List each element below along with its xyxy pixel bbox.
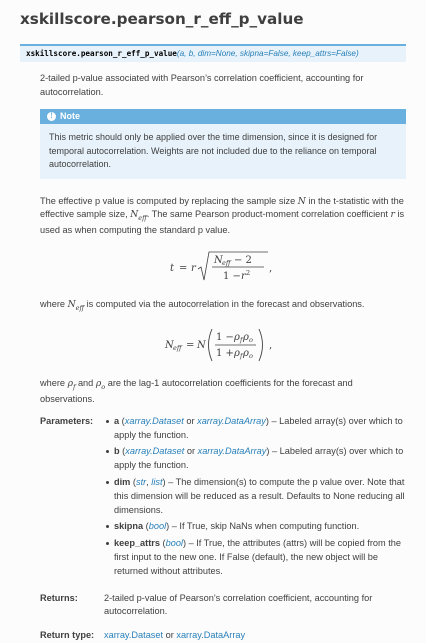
math-N: N [297, 195, 306, 207]
param-desc: – Labeled array(s) over which to apply the function. [114, 415, 403, 440]
type-link[interactable]: bool [148, 521, 167, 532]
text-fragment: are the lag-1 autocorrelation coefficients for the forecast and observations. [40, 378, 353, 405]
svg-text:ρ: ρ [234, 348, 240, 360]
function-body [40, 72, 406, 643]
paragraph-neff-computed [40, 298, 406, 314]
punct: ( [119, 415, 125, 426]
paragraph-rho-definition [40, 377, 406, 406]
punct: ( [159, 538, 166, 549]
parameters-label: Parameters: [40, 415, 94, 426]
svg-text:=: = [186, 340, 195, 352]
text-fragment: . The same Pearson product-moment correlation coefficient [146, 209, 391, 220]
punct: or [163, 630, 177, 641]
text-fragment: in the t-statistic with the effective sample size, [40, 195, 404, 220]
svg-text:− 2: − 2 [234, 254, 252, 266]
param-desc: – Labeled array(s) over which to apply the function. [114, 446, 404, 471]
parameters-body [104, 415, 406, 582]
math-subscript: f [72, 383, 76, 392]
spacer [40, 582, 406, 592]
function-description: 2-tailed p-value associated with Pearson’s correlation coefficient, accounting for autocorrelation. [40, 73, 364, 97]
punct: , [146, 477, 152, 487]
type-link[interactable]: xarray.DataArray [176, 630, 246, 641]
type-link[interactable]: xarray.Dataset [104, 630, 164, 641]
svg-text:2: 2 [246, 268, 251, 277]
parameter-list [104, 415, 406, 579]
punct: ) [265, 415, 269, 426]
param-name: dim [114, 477, 131, 487]
param-dim [104, 476, 406, 517]
svg-text:N: N [214, 254, 223, 266]
punct: ) [166, 521, 170, 532]
math-N-eff [130, 209, 147, 223]
text-fragment: is computed via the autocorrelation in the forecast and observations. [84, 298, 365, 309]
svg-text:ρ: ρ [243, 348, 249, 360]
svg-text:1 −: 1 − [223, 270, 241, 282]
svg-text:o: o [249, 352, 253, 361]
return-type-body [104, 629, 406, 643]
punct: ) [162, 477, 166, 487]
param-desc: – If True, skip NaNs when computing function. [169, 521, 360, 532]
returns-body: 2-tailed p-value of Pearson’s correlation coefficient, accounting for autocorrelation. [104, 592, 373, 617]
punct: ( [119, 446, 126, 457]
math-symbol: N [130, 209, 139, 221]
math-r: r [390, 209, 395, 221]
paragraph-effective-p [40, 195, 406, 238]
svg-text:eff: eff [173, 344, 182, 353]
math-N-eff [68, 299, 85, 310]
svg-text:ρ: ρ [243, 332, 249, 344]
field-list [40, 415, 406, 643]
type-link[interactable]: xarray.Dataset [124, 415, 184, 426]
svg-text:,: , [269, 262, 273, 274]
signature-params: a, b, dim=None, skipna=False, keep_attrs=False [179, 48, 356, 58]
note-title [40, 109, 406, 125]
param-keep-attrs [104, 537, 406, 578]
punct: ) [182, 538, 187, 549]
type-link[interactable]: xarray.DataArray [197, 415, 266, 426]
svg-text:,: , [269, 340, 273, 352]
math-symbol: ρ [95, 378, 102, 390]
param-desc: – The dimension(s) to compute the p value over. Note that this dimension will be reduced as a result. Defaults to None reducing all dimensions. [114, 477, 405, 515]
punct: ( [130, 477, 136, 487]
punct: ) [266, 446, 270, 457]
n-eff-formula [163, 325, 283, 365]
type-link[interactable]: list [151, 477, 163, 487]
svg-text:=: = [179, 262, 188, 274]
return-type-label: Return type: [40, 630, 95, 641]
type-link[interactable]: bool [165, 538, 183, 549]
math-symbol: ρ [67, 378, 73, 390]
param-b [104, 445, 406, 473]
text-fragment: is used as when computing the standard p value. [40, 209, 405, 236]
text-fragment: where [40, 378, 68, 389]
text-fragment: where [40, 298, 68, 309]
svg-text:t: t [170, 262, 175, 274]
text-fragment: The effective p value is computed by replacing the sample size [40, 195, 298, 206]
param-desc: – If True, the attributes (attrs) will be copied from the first input to the new one. If False (default), the new object will be returned without attributes. [114, 538, 402, 576]
param-name: skipna [114, 521, 144, 532]
math-subscript: o [101, 383, 106, 392]
note-body: This metric should only be applied over the time dimension, since it is designed for temporal autocorrelation. Weights are not included due to the reliance on temporal autocorrelation. [49, 132, 378, 170]
equation-n-eff [40, 325, 406, 365]
svg-text:ρ: ρ [234, 332, 240, 344]
svg-text:o: o [249, 336, 253, 345]
math-subscript: eff [138, 214, 147, 223]
returns-label: Returns: [40, 592, 78, 603]
param-a [104, 415, 406, 443]
t-statistic-formula [168, 250, 278, 286]
param-skipna [104, 520, 406, 534]
function-signature [20, 44, 406, 62]
svg-text:1 +: 1 + [216, 348, 234, 360]
signature-open: ( [176, 48, 180, 58]
note-box [40, 109, 406, 179]
punct: or [184, 446, 198, 457]
math-rho-o [95, 378, 106, 392]
signature-name: xskillscore.pearson_r_eff_p_value [26, 48, 177, 58]
svg-text:f: f [240, 352, 243, 361]
param-name: a [114, 415, 120, 426]
type-link[interactable]: str [135, 477, 147, 487]
param-name: keep_attrs [114, 538, 160, 549]
type-link[interactable]: xarray.Dataset [125, 446, 185, 457]
svg-text:f: f [240, 336, 243, 345]
svg-text:eff: eff [222, 258, 231, 267]
punct: or [183, 415, 198, 426]
math-symbol: N [67, 298, 76, 310]
page-title: xskillscore.pearson_r_eff_p_value [20, 10, 304, 28]
svg-text:r: r [241, 270, 246, 282]
math-subscript: eff [75, 303, 85, 312]
svg-text:N: N [165, 340, 174, 352]
note-title-text: Note [60, 110, 80, 121]
info-icon: ! [47, 112, 56, 121]
svg-text:r: r [191, 262, 196, 274]
param-name: b [114, 446, 120, 457]
punct: ( [143, 521, 149, 532]
type-link[interactable]: xarray.DataArray [197, 446, 267, 457]
svg-text:N: N [197, 340, 206, 352]
svg-text:1 −: 1 − [216, 332, 234, 344]
equation-t-statistic [40, 250, 406, 286]
spacer [40, 619, 406, 629]
text-fragment: and [75, 378, 96, 389]
signature-close: ) [355, 48, 359, 58]
